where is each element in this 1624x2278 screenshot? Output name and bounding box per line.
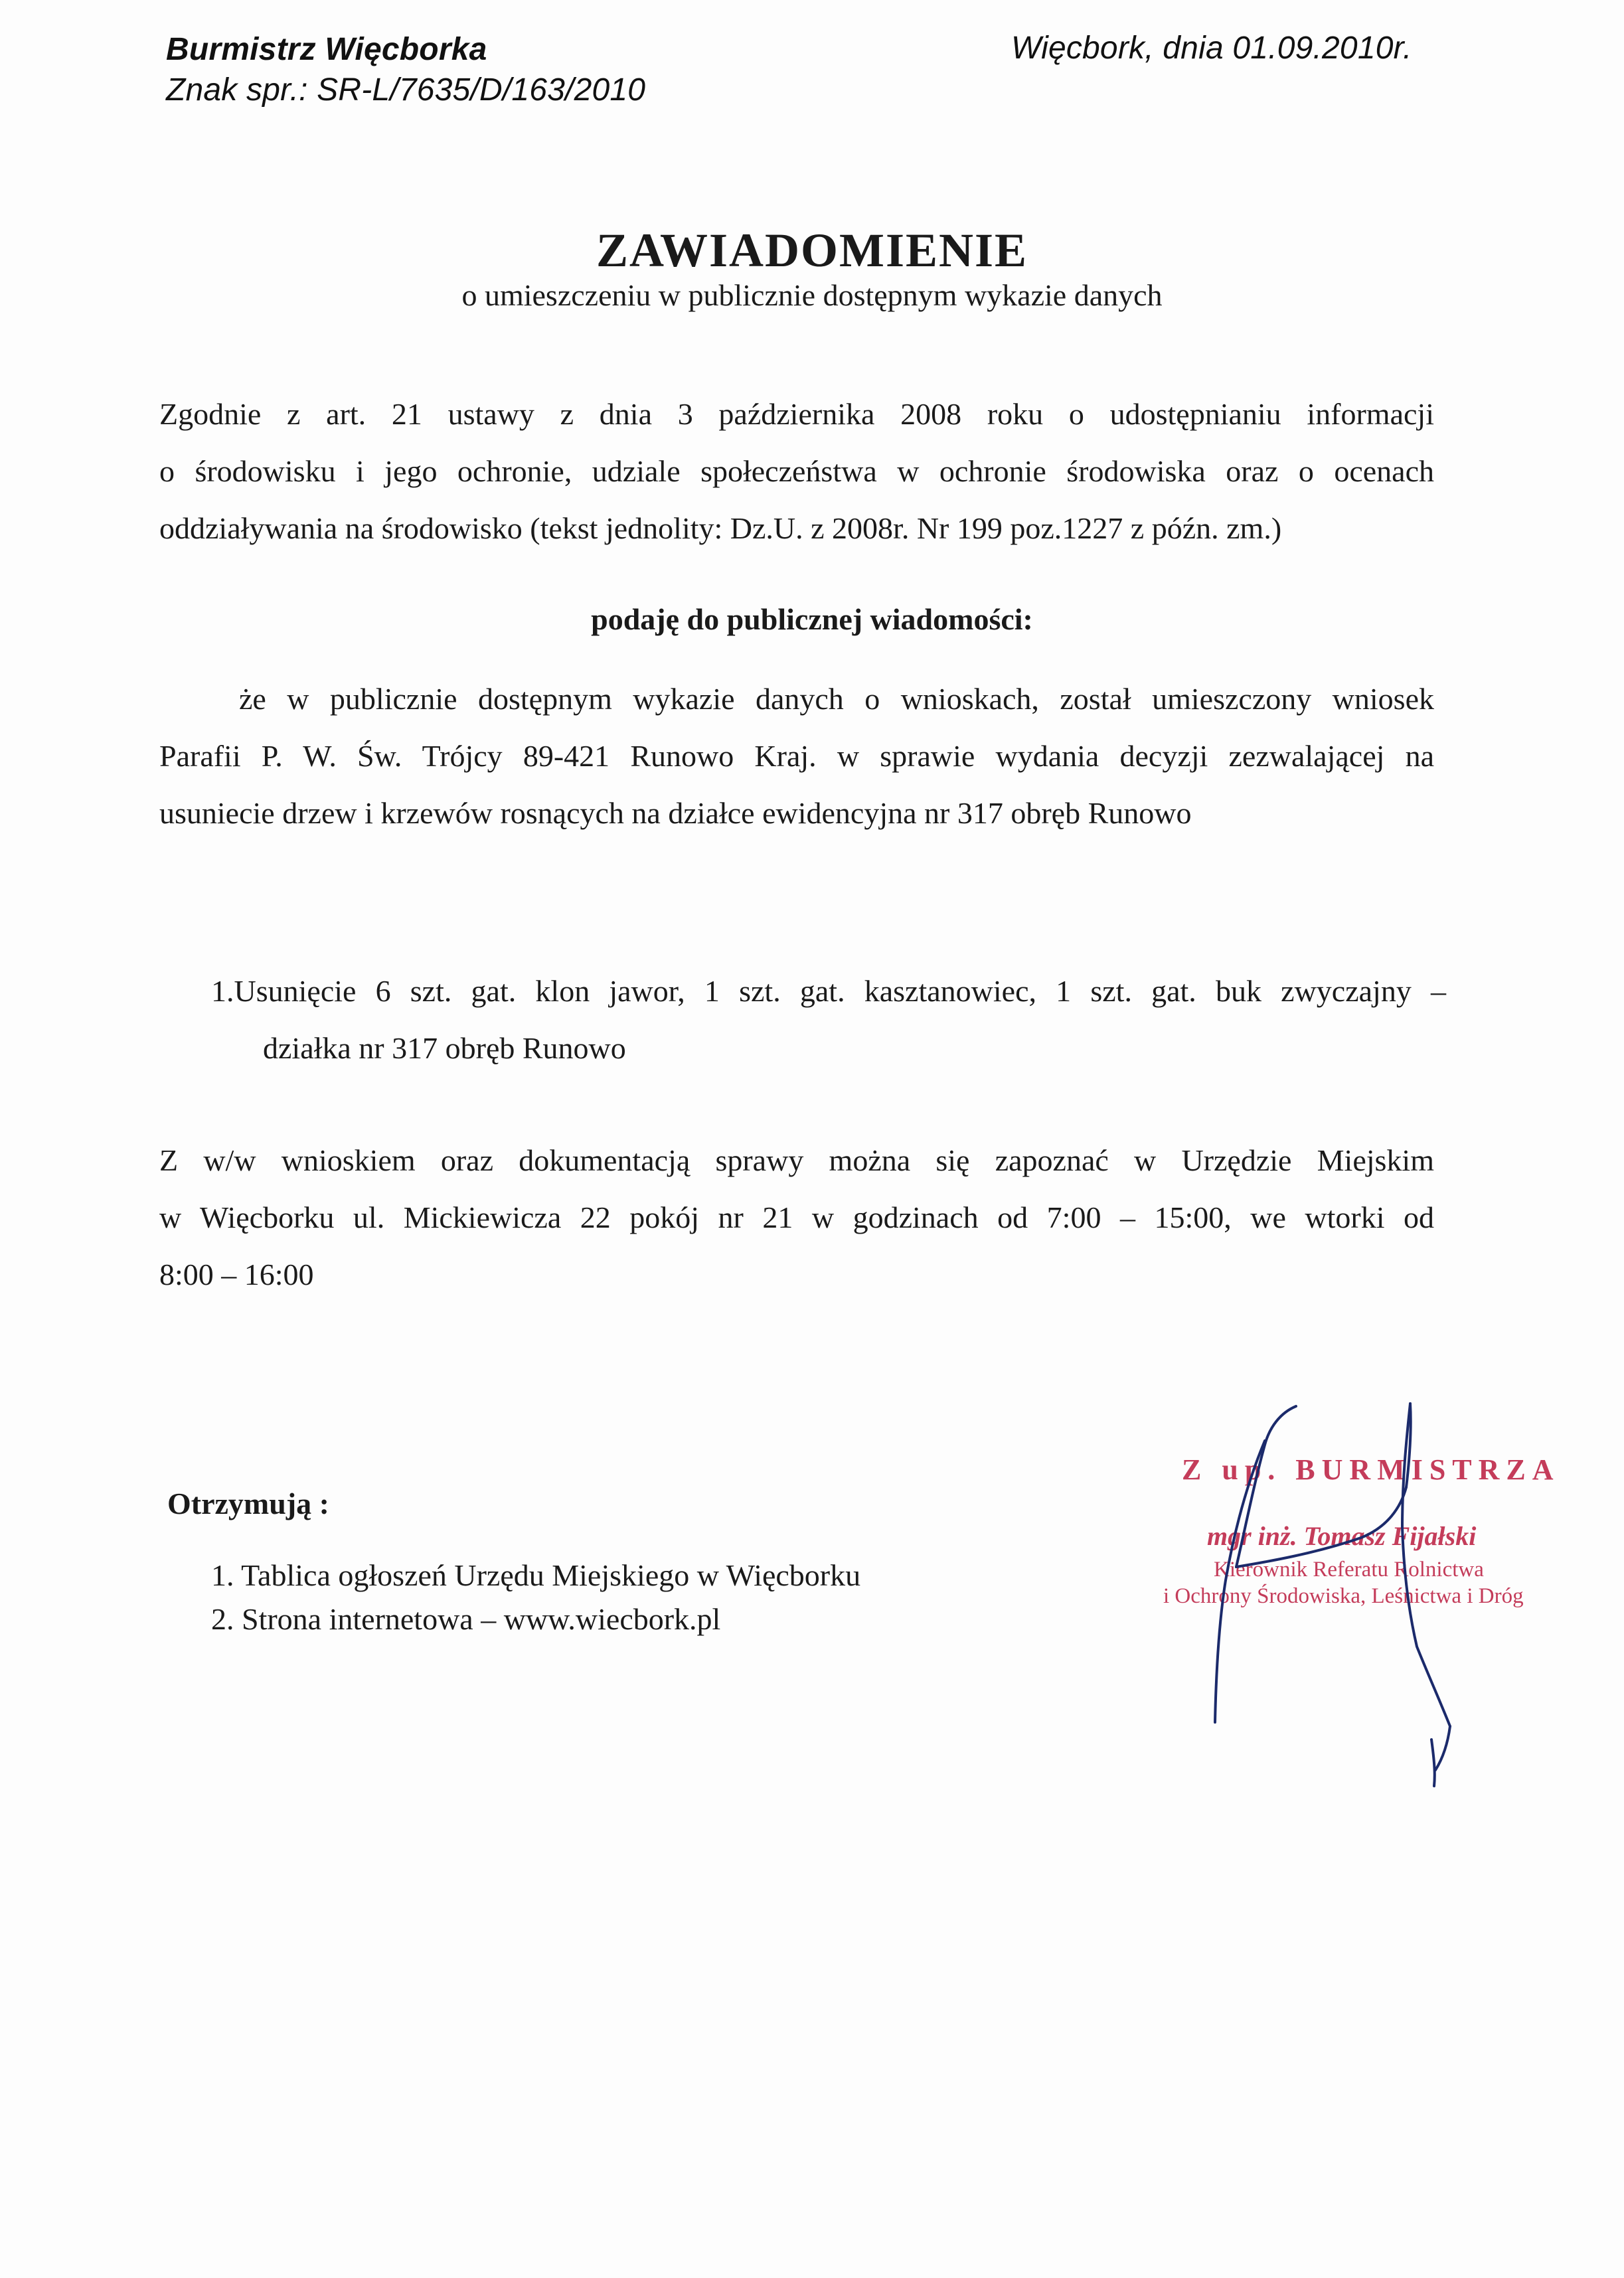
document-subtitle: o umieszczeniu w publicznie dostępnym wykazie danych <box>461 278 1163 312</box>
paragraph-line: że w publicznie dostępnym wykazie danych o wnioskach, został umieszczony wniosek <box>239 682 1434 716</box>
list-item-line <box>211 961 1446 1018</box>
recipient-item: 1. Tablica ogłoszeń Urzędu Miejskiego w Więcborku <box>211 1558 861 1592</box>
recipients-label: Otrzymują : <box>167 1487 329 1520</box>
place-and-date: Więcbork, dnia 01.09.2010r. <box>1011 31 1412 66</box>
list-item-number: 1. <box>211 974 234 1008</box>
paragraph-line: 8:00 – 16:00 <box>159 1258 314 1291</box>
recipients-list <box>211 1554 860 1641</box>
access-info-paragraph <box>159 1132 1434 1303</box>
list-item-text: Usunięcie 6 szt. gat. klon jawor, 1 szt. gat. kasztanowiec, 1 szt. gat. buk zwyczajny – <box>234 974 1446 1008</box>
document-title: ZAWIADOMIENIE <box>596 224 1028 277</box>
issuer-name: Burmistrz Więcborka <box>166 32 487 67</box>
recipient-item: 2. Strona internetowa – www.wiecbork.pl <box>211 1602 721 1636</box>
paragraph-line: usuniecie drzew i krzewów rosnących na działce ewidencyjna nr 317 obręb Runowo <box>159 796 1192 830</box>
list-item <box>211 961 1446 1078</box>
application-paragraph <box>159 671 1434 842</box>
stamp-official-role: Kierownik Referatu Rolnictwa <box>1214 1558 1484 1582</box>
paragraph-line: w Więcborku ul. Mickiewicza 22 pokój nr 21 w godzinach od 7:00 – 15:00, we wtorki od <box>159 1200 1434 1234</box>
announcement-heading: podaję do publicznej wiadomości: <box>591 602 1033 636</box>
paragraph-line: Z w/w wnioskiem oraz dokumentacją sprawy można się zapoznać w Urzędzie Miejskim <box>159 1143 1434 1177</box>
paragraph-line: oddziaływania na środowisko (tekst jednolity: Dz.U. z 2008r. Nr 199 poz.1227 z późn. zm.) <box>159 511 1282 545</box>
stamp-title: Z up. BURMISTRZA <box>1182 1453 1560 1486</box>
list-item-line: działka nr 317 obręb Runowo <box>263 1031 626 1065</box>
legal-basis-paragraph <box>159 386 1434 557</box>
stamp-department: i Ochrony Środowiska, Leśnictwa i Dróg <box>1163 1584 1524 1608</box>
paragraph-line: o środowisku i jego ochronie, udziale społeczeństwa w ochronie środowiska oraz o ocenach <box>159 454 1434 488</box>
stamp-official-name: mgr inż. Tomasz Fijałski <box>1207 1521 1477 1551</box>
paragraph-line: Parafii P. W. Św. Trójcy 89-421 Runowo Kraj. w sprawie wydania decyzji zezwalającej na <box>159 739 1434 773</box>
case-reference: Znak spr.: SR-L/7635/D/163/2010 <box>166 72 646 108</box>
paragraph-line: Zgodnie z art. 21 ustawy z dnia 3 października 2008 roku o udostępnianiu informacji <box>159 397 1434 431</box>
